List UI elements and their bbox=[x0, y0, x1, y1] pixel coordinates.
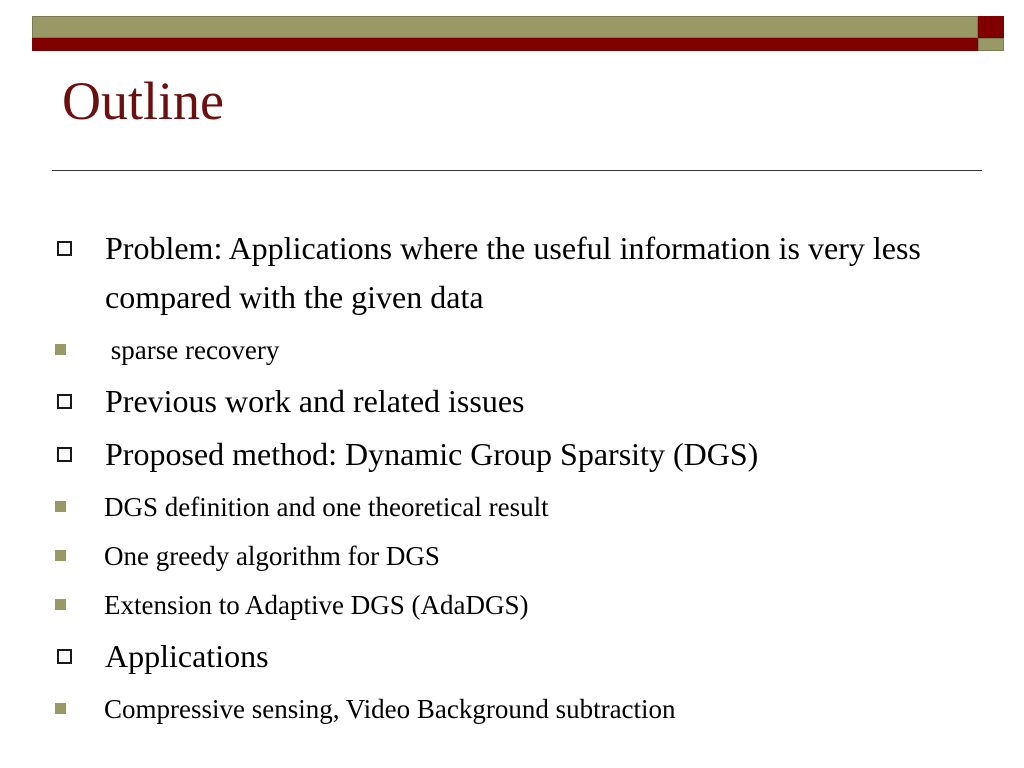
sub-bullet-item bbox=[55, 581, 955, 630]
sub-bullet-list bbox=[55, 483, 955, 630]
bullet-text: Previous work and related issues bbox=[105, 383, 525, 419]
slide-title: Outline bbox=[62, 71, 224, 131]
bullet-item bbox=[55, 430, 955, 479]
sub-bullet-text: Extension to Adaptive DGS (AdaDGS) bbox=[104, 590, 529, 620]
sub-bullet-item bbox=[55, 532, 955, 581]
hollow-square-icon bbox=[57, 394, 72, 409]
filled-square-icon bbox=[55, 344, 66, 355]
bullet-text: Proposed method: Dynamic Group Sparsity (DGS) bbox=[105, 436, 759, 472]
sub-bullet-item bbox=[55, 326, 955, 375]
corner-square-red bbox=[978, 16, 1004, 38]
filled-square-icon bbox=[55, 703, 66, 714]
sub-bullet-text: One greedy algorithm for DGS bbox=[104, 541, 440, 571]
sub-bullet-item bbox=[55, 483, 955, 532]
bullet-item bbox=[55, 377, 955, 426]
hollow-square-icon bbox=[57, 447, 72, 462]
bullet-text: Problem: Applications where the useful information is very less compared with the given data bbox=[105, 230, 921, 315]
bullet-item bbox=[55, 224, 955, 322]
title-divider bbox=[52, 170, 982, 171]
sub-bullet-list bbox=[55, 685, 955, 734]
bullet-item bbox=[55, 632, 955, 681]
filled-square-icon bbox=[55, 599, 66, 610]
hollow-square-icon bbox=[57, 649, 72, 664]
sub-bullet-item bbox=[55, 685, 955, 734]
sub-bullet-text: DGS definition and one theoretical result bbox=[104, 492, 549, 522]
bullet-list bbox=[55, 224, 955, 736]
sub-bullet-text: Compressive sensing, Video Background subtraction bbox=[104, 694, 676, 724]
hollow-square-icon bbox=[57, 241, 72, 256]
sub-bullet-list bbox=[55, 326, 955, 375]
header-bar-olive bbox=[32, 16, 978, 38]
corner-square-olive bbox=[978, 38, 1004, 51]
filled-square-icon bbox=[55, 550, 66, 561]
filled-square-icon bbox=[55, 501, 66, 512]
sub-bullet-text: sparse recovery bbox=[104, 335, 280, 365]
header-bar-red bbox=[32, 38, 978, 51]
bullet-text: Applications bbox=[105, 638, 269, 674]
